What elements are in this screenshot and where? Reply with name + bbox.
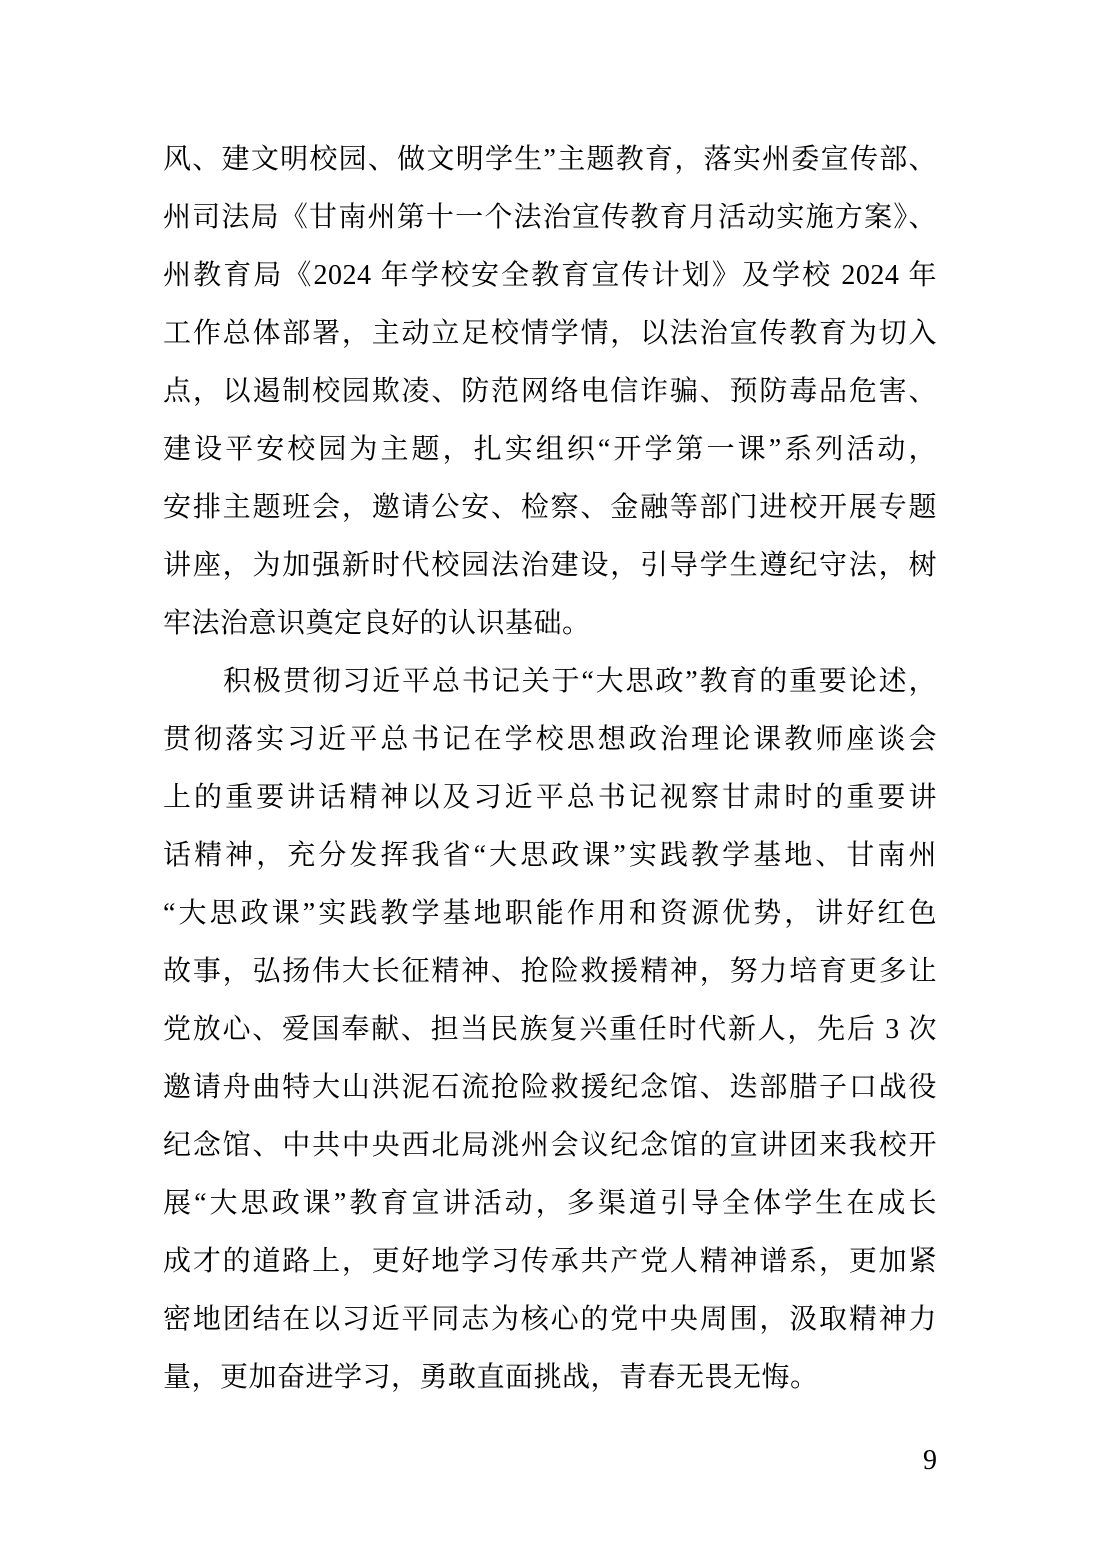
text-line: 州司法局《甘南州第十一个法治宣传教育月活动实施方案》、	[163, 202, 937, 233]
text-line: 积极贯彻习近平总书记关于“大思政”教育的重要论述，	[223, 666, 937, 697]
text-line: 建设平安校园为主题，扎实组织“开学第一课”系列活动，	[163, 434, 937, 465]
text-line: 贯彻落实习近平总书记在学校思想政治理论课教师座谈会	[163, 724, 937, 755]
text-line: 展“大思政课”教育宣讲活动，多渠道引导全体学生在成长	[163, 1188, 937, 1219]
text-line: 上的重要讲话精神以及习近平总书记视察甘肃时的重要讲	[163, 782, 937, 813]
text-line: 讲座，为加强新时代校园法治建设，引导学生遵纪守法，树	[163, 550, 937, 581]
paragraph-2	[163, 653, 937, 1407]
text-line: 工作总体部署，主动立足校情学情，以法治宣传教育为切入	[163, 318, 937, 349]
text-line: 牢法治意识奠定良好的认识基础。	[163, 608, 591, 639]
text-line: 故事，弘扬伟大长征精神、抢险救援精神，努力培育更多让	[163, 956, 937, 987]
text-line: 纪念馆、中共中央西北局洮州会议纪念馆的宣讲团来我校开	[163, 1130, 937, 1161]
text-line: “大思政课”实践教学基地职能作用和资源优势，讲好红色	[163, 898, 937, 929]
text-line: 话精神，充分发挥我省“大思政课”实践教学基地、甘南州	[163, 840, 937, 871]
text-line: 安排主题班会，邀请公安、检察、金融等部门进校开展专题	[163, 492, 937, 523]
text-line: 点，以遏制校园欺凌、防范网络电信诈骗、预防毒品危害、	[163, 376, 937, 407]
text-line: 量，更加奋进学习，勇敢直面挑战，青春无畏无悔。	[163, 1362, 819, 1393]
page-number: 9	[923, 1445, 937, 1476]
document-body	[163, 131, 937, 1407]
text-line: 密地团结在以习近平同志为核心的党中央周围，汲取精神力	[163, 1304, 937, 1335]
text-line: 成才的道路上，更好地学习传承共产党人精神谱系，更加紧	[163, 1246, 937, 1277]
text-line: 风、建文明校园、做文明学生”主题教育，落实州委宣传部、	[163, 144, 937, 175]
paragraph-1	[163, 131, 937, 653]
text-line: 邀请舟曲特大山洪泥石流抢险救援纪念馆、迭部腊子口战役	[163, 1072, 937, 1103]
text-line: 州教育局《2024 年学校安全教育宣传计划》及学校 2024 年	[163, 260, 937, 291]
text-line: 党放心、爱国奉献、担当民族复兴重任时代新人，先后 3 次	[163, 1014, 937, 1045]
